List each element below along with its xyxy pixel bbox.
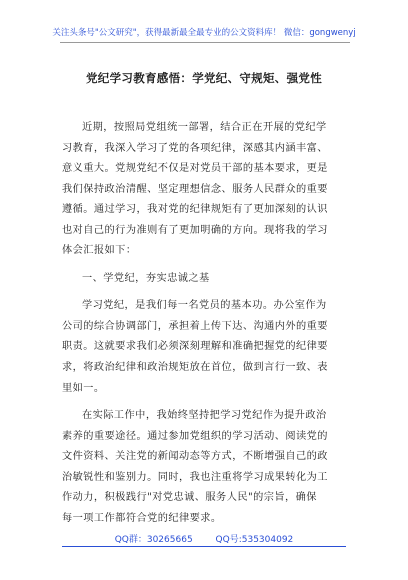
qq-number-label: QQ号:535304092 — [215, 535, 294, 545]
paragraph-line: 治敏锐性和鉴别力。同时，我也注重将学习成果转化为工 — [62, 471, 328, 483]
paragraph-line: 体会汇报如下： — [62, 245, 137, 257]
paragraph-line: 作动力，积极践行"对党忠诚、服务人民"的宗旨，确保 — [62, 492, 317, 504]
paragraph-line: 我们保持政治清醒、坚定理想信念、服务人民群众的重要 — [62, 183, 328, 195]
qq-group-label: QQ群：30265665 — [114, 535, 193, 545]
paragraph-line: 也对自己的行为准则有了更加明确的方向。现将我的学习 — [62, 224, 328, 236]
document-title: 党纪学习教育感悟：学党纪、守规矩、强党性 — [86, 71, 322, 85]
section-heading: 一、学党纪，夯实忠诚之基 — [82, 272, 210, 284]
paragraph-line: 素养的重要途径。通过参加党组织的学习活动、阅读党的 — [62, 430, 328, 442]
paragraph-line: 在实际工作中，我始终坚持把学习党纪作为提升政治 — [82, 410, 327, 422]
paragraph-line: 文件资料、关注党的新闻动态等方式，不断增强自己的政 — [62, 451, 328, 463]
promo-header: 关注头条号"公文研究"，获得最新最全最专业的公文资料库！ 微信：gongwenyj — [52, 28, 356, 38]
contact-footer — [0, 532, 408, 545]
paragraph-line: 职责。这就要求我们必须深刻理解和准确把握党的纪律要 — [62, 341, 328, 353]
paragraph-line: 学习党纪，是我们每一名党员的基本功。办公室作为 — [82, 300, 327, 312]
paragraph-line: 习教育，我深入学习了党的各项纪律，深感其内涵丰富、 — [62, 142, 328, 154]
paragraph-line: 里如一。 — [62, 382, 105, 394]
paragraph-line: 近期，按照局党组统一部署，结合正在开展的党纪学 — [82, 122, 327, 133]
paragraph-line: 意义重大。党规党纪不仅是对党员干部的基本要求，更是 — [62, 163, 328, 175]
document-body — [62, 118, 348, 529]
paragraph-line: 公司的综合协调部门，承担着上传下达、沟通内外的重要 — [62, 320, 328, 332]
paragraph-line: 遵循。通过学习，我对党的纪律规矩有了更加深刻的认识 — [62, 204, 328, 216]
paragraph-line: 求，将政治纪律和政治规矩放在首位，做到言行一致、表 — [62, 362, 328, 374]
header-divider — [60, 42, 350, 43]
footer-divider — [62, 546, 346, 547]
paragraph-line: 每一项工作都符合党的纪律要求。 — [62, 512, 222, 524]
